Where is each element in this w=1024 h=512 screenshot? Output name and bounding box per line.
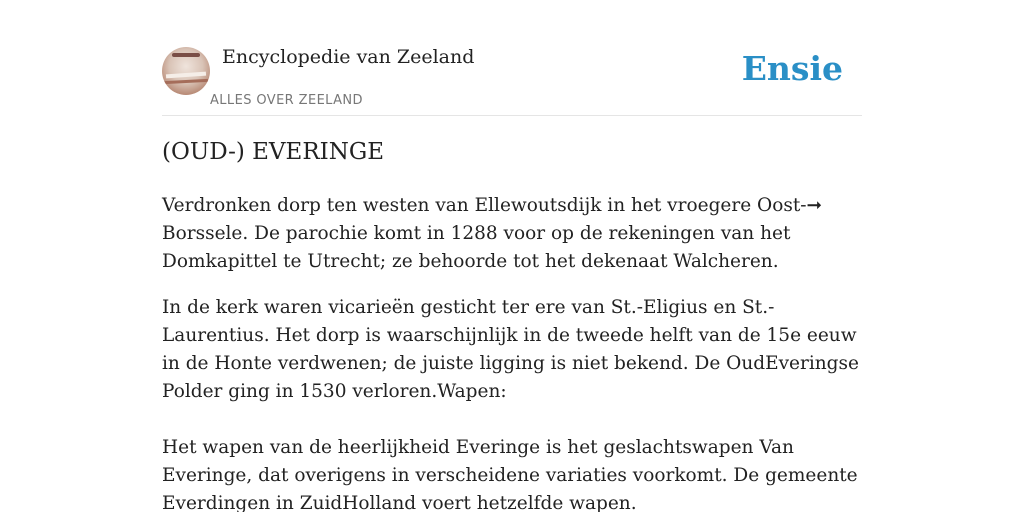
site-tagline: ALLES OVER ZEELAND — [210, 93, 363, 108]
article-paragraph: Het wapen van de heerlijkheid Everinge is het geslachtswapen Van Everinge, dat overigens in verscheidene variaties voorkomt. De gemeente Everdingen in ZuidHolland voert hetzelfde wapen. — [162, 437, 858, 512]
article-paragraph: In de kerk waren vicarieën gesticht ter ere van St.-Eligius en St.-Laurentius. Het dorp is waarschijnlijk in de tweede helft van de 15e eeuw in de Honte verdwenen; de juiste ligging is niet bekend. De OudEveringse Polder ging in 1530 verloren.Wapen: — [162, 297, 859, 402]
site-avatar[interactable] — [162, 47, 210, 95]
page-title: (OUD-) EVERINGE — [162, 139, 385, 165]
site-header — [162, 44, 862, 116]
article-body — [162, 192, 867, 512]
site-title[interactable]: Encyclopedie van Zeeland — [222, 46, 475, 68]
article-paragraph: Verdronken dorp ten westen van Ellewoutsdijk in het vroegere Oost-➞ Borssele. De parochie komt in 1288 voor op de rekeningen van het Domkapittel te Utrecht; ze behoorde tot het dekenaat Walcheren. — [162, 195, 823, 272]
ensie-logo[interactable]: Ensie — [741, 49, 843, 88]
